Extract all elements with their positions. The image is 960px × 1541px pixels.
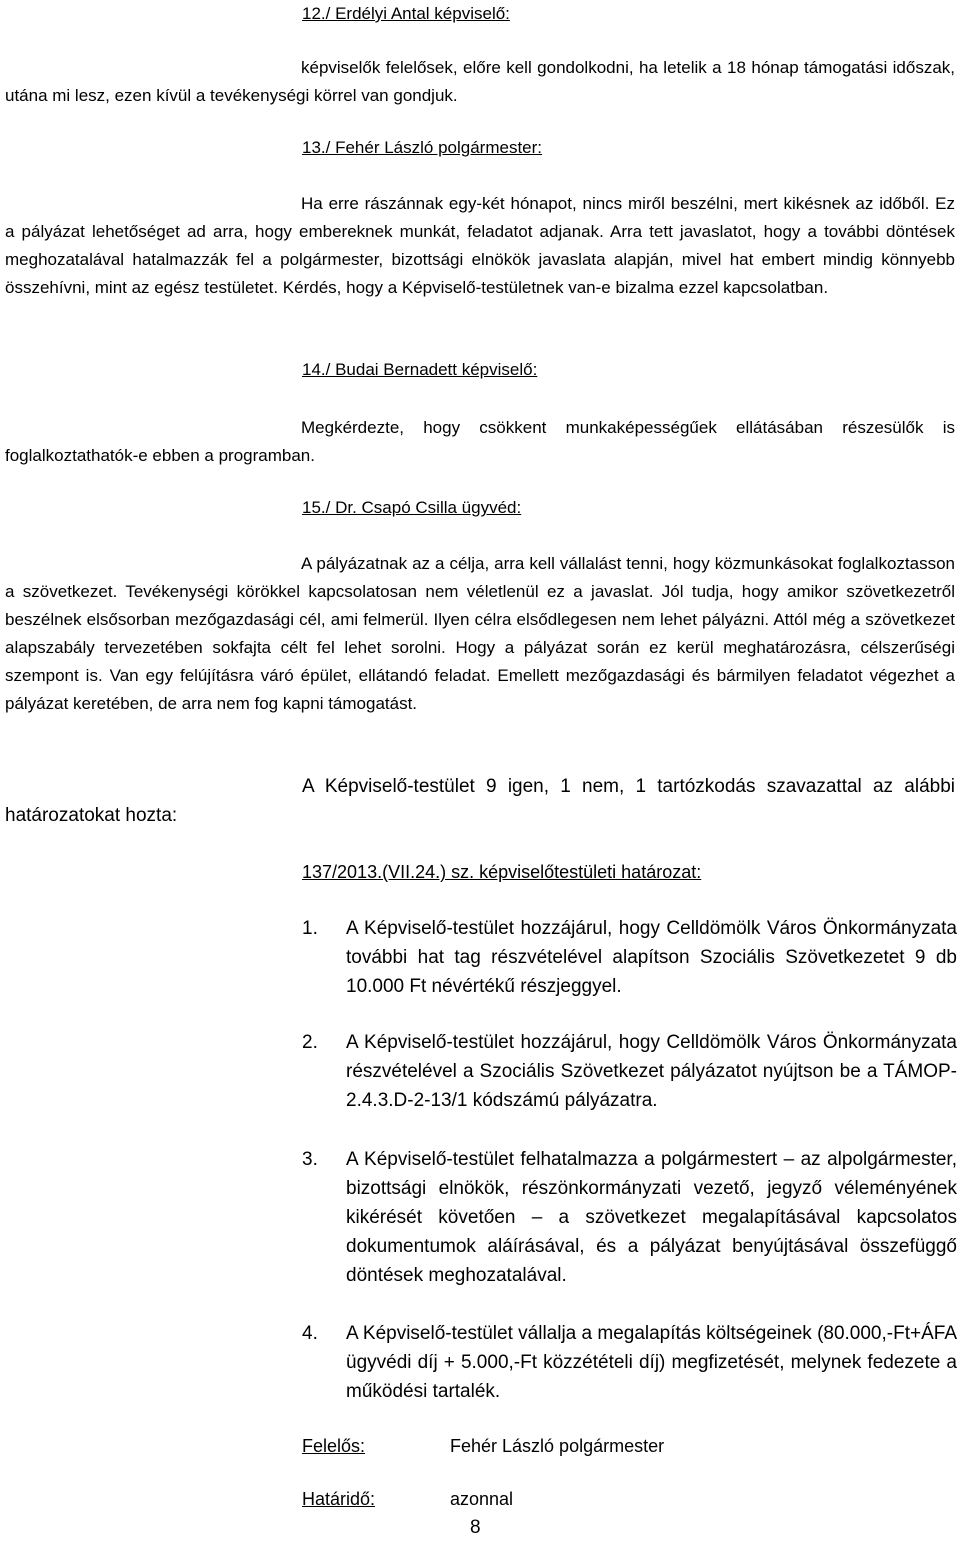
deadline-value: azonnal bbox=[450, 1489, 514, 1509]
section-14-text: Megkérdezte, hogy csökkent munkaképességűek ellátásában részesülők is foglalkoztathatók-e ebben a programban. bbox=[5, 418, 955, 465]
resolution-item-number: 2. bbox=[302, 1032, 318, 1053]
resolution-title: 137/2013.(VII.24.) sz. képviselőtestületi határozat: bbox=[302, 862, 702, 882]
vote-text: A Képviselő-testület 9 igen, 1 nem, 1 tartózkodás szavazattal az alábbi bbox=[302, 776, 955, 797]
resolution-item bbox=[302, 1028, 957, 1118]
section-12-text: képviselők felelősek, előre kell gondolkodni, ha letelik a 18 hónap támogatási időszak, utána mi lesz, ezen kívül a tevékenységi körrel van gondjuk. bbox=[5, 58, 955, 105]
resolution-item bbox=[302, 914, 957, 1004]
resolution-item-number: 3. bbox=[302, 1149, 318, 1170]
resolution-item-number: 4. bbox=[302, 1323, 318, 1344]
section-15-heading: 15./ Dr. Csapó Csilla ügyvéd: bbox=[302, 498, 522, 517]
section-12-heading: 12./ Erdélyi Antal képviselő: bbox=[302, 4, 510, 23]
resolution-item-text: A Képviselő-testület vállalja a megalapítás költségeinek (80.000,-Ft+ÁFA ügyvédi díj + 5.000,-Ft közzétételi díj) megfizetését, melynek fedezete a működési tartalék. bbox=[346, 1323, 957, 1402]
vote-decisions-label: határozatokat hozta: bbox=[5, 805, 178, 826]
resolution-item-text: A Képviselő-testület hozzájárul, hogy Celldömölk Város Önkormányzata további hat tag részvételével alapítson Szociális Szövetkezetet 9 db 10.000 Ft névértékű részjeggyel. bbox=[346, 918, 957, 997]
resolution-item bbox=[302, 1319, 957, 1409]
resolution-item-text: A Képviselő-testület felhatalmazza a polgármestert – az alpolgármester, bizottsági elnökök, részönkormányzati vezető, jegyző véleményének kikérését követően – a szövetkezet megalapításával kapcsolatos dokumentumok aláírásával, és a pályázat benyújtásával összefüggő döntések meghozatalával. bbox=[346, 1149, 957, 1286]
deadline-label: Határidő: bbox=[302, 1489, 376, 1509]
section-13-text: Ha erre rászánnak egy-két hónapot, nincs miről beszélni, mert kikésnek az időből. Ez a pályázat lehetőséget ad arra, hogy embereknek munkát, feladatot adjanak. Arra tett javaslatot, hogy a további döntések meghozatalával hatalmazzák fel a polgármester, bizottsági elnökök javaslata alapján, mivel hat embert mindig könnyebb összehívni, mint az egész testületet. Kérdés, hogy a Képviselő-testületnek van-e bizalma ezzel kapcsolatban. bbox=[5, 194, 955, 297]
resolution-item-number: 1. bbox=[302, 918, 318, 939]
section-14-heading: 14./ Budai Bernadett képviselő: bbox=[302, 360, 538, 379]
section-13-heading: 13./ Fehér László polgármester: bbox=[302, 138, 543, 157]
section-15-text: A pályázatnak az a célja, arra kell vállalást tenni, hogy közmunkásokat foglalkoztasson a szövetkezet. Tevékenységi körökkel kapcsolatosan nem véletlenül ez a javaslat. Jól tudja, hogy amikor szövetkezetről beszélnek elsősorban mezőgazdasági cél, ami felmerül. Ilyen célra elsődlegesen nem lehet pályázni. Attól még a szövetkezet alapszabály tervezetében sokfajta célt fel lehet sorolni. Hogy a pályázat során ez kerül meghatározásra, célszerűségi szempont is. Van egy felújításra váró épület, ellátandó feladat. Emellett mezőgazdasági és bármilyen feladatot végezhet a pályázat keretében, de arra nem fog kapni támogatást. bbox=[5, 554, 955, 713]
responsible-label: Felelős: bbox=[302, 1436, 366, 1456]
resolution-item bbox=[302, 1145, 957, 1295]
responsible-value: Fehér László polgármester bbox=[450, 1436, 665, 1456]
resolution-item-text: A Képviselő-testület hozzájárul, hogy Celldömölk Város Önkormányzata részvételével a Szociális Szövetkezet pályázatot nyújtson be a TÁMOP-2.4.3.D-2-13/1 kódszámú pályázatra. bbox=[346, 1032, 957, 1111]
page-number: 8 bbox=[470, 1517, 481, 1538]
